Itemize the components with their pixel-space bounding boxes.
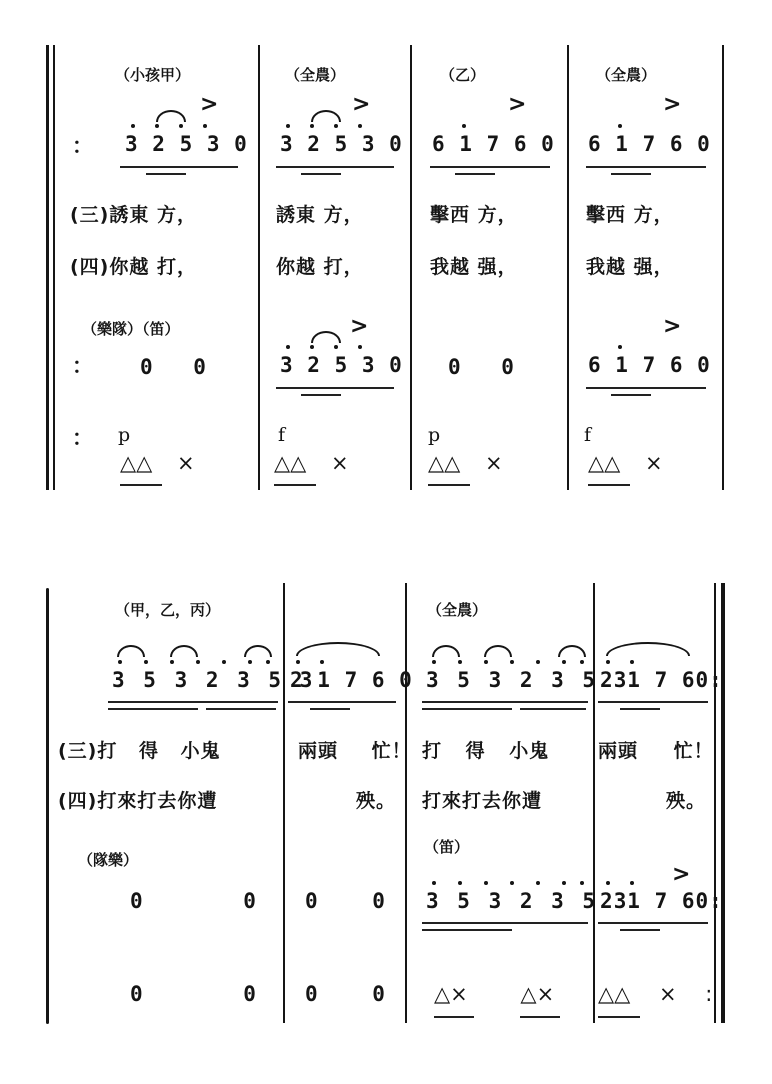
lyric-verse-3: (三)誘東 方， — [70, 204, 197, 226]
duration-underline — [520, 708, 586, 710]
instrument-notes: 2 1 7 60: — [600, 889, 723, 913]
slur — [170, 645, 198, 657]
high-octave-dot — [580, 660, 584, 664]
duration-underline — [422, 929, 512, 931]
barline — [567, 45, 569, 490]
duration-underline — [520, 1016, 560, 1018]
high-octave-dot — [196, 660, 200, 664]
high-octave-dot — [536, 660, 540, 664]
duration-underline — [586, 166, 706, 168]
high-octave-dot — [432, 881, 436, 885]
slur — [484, 645, 512, 657]
duration-underline — [620, 708, 660, 710]
system2-brace — [46, 588, 49, 1024]
dynamic-mark: f — [278, 424, 286, 446]
slur — [117, 645, 145, 657]
lyric-verse-4: (四)打來打去你遭 — [58, 790, 218, 812]
dynamic-mark: f — [584, 424, 592, 446]
duration-underline — [598, 1016, 640, 1018]
slur — [296, 642, 380, 656]
duration-underline — [146, 173, 186, 175]
slur — [432, 645, 460, 657]
duration-underline — [274, 484, 316, 486]
duration-underline — [108, 701, 278, 703]
high-octave-dot — [358, 345, 362, 349]
high-octave-dot — [203, 124, 207, 128]
duration-underline — [288, 701, 396, 703]
high-octave-dot — [320, 660, 324, 664]
duration-underline — [301, 394, 341, 396]
duration-underline — [120, 484, 162, 486]
system1-double-barline-thick — [46, 45, 49, 490]
system1-double-barline-thin — [53, 45, 55, 490]
duration-underline — [206, 708, 276, 710]
high-octave-dot — [358, 124, 362, 128]
dynamic-mark: p — [428, 424, 441, 446]
duration-underline — [422, 701, 588, 703]
duration-underline — [276, 166, 394, 168]
percussion-pattern: △△ × — [428, 451, 503, 475]
percussion-pattern: △△ × — [588, 451, 663, 475]
high-octave-dot — [266, 660, 270, 664]
lyric-verse-3: 擊西 方， — [586, 204, 674, 226]
dynamic-mark: p — [118, 424, 131, 446]
lyric-verse-4: 你越 打， — [276, 256, 364, 278]
barline — [405, 583, 407, 1023]
high-octave-dot — [618, 345, 622, 349]
lyric-verse-3: 打 得 小鬼 — [422, 740, 550, 762]
high-octave-dot — [310, 124, 314, 128]
part-label: （全農） — [596, 66, 657, 84]
high-octave-dot — [334, 124, 338, 128]
instrument-label: （隊樂） — [78, 851, 139, 869]
duration-underline — [586, 387, 706, 389]
repeat-colon: ： — [72, 134, 94, 158]
barline — [410, 45, 412, 490]
duration-underline — [108, 708, 198, 710]
duration-underline — [120, 166, 238, 168]
high-octave-dot — [118, 660, 122, 664]
percussion-pattern: △△ × — [274, 451, 349, 475]
instrument-notes: 3 5 3 2 3 5 3 — [426, 889, 630, 913]
high-octave-dot — [630, 660, 634, 664]
percussion-rests: 0 0 — [305, 982, 386, 1006]
high-octave-dot — [334, 345, 338, 349]
duration-underline — [422, 708, 512, 710]
instrument-rests: 0 0 — [305, 889, 386, 913]
final-barline-thick — [721, 583, 725, 1023]
melody-notes: 6 1 7 6 0 — [432, 132, 555, 156]
duration-underline — [428, 484, 470, 486]
lyric-verse-3: 擊西 方， — [430, 204, 518, 226]
duration-underline — [422, 922, 588, 924]
high-octave-dot — [296, 660, 300, 664]
lyric-verse-3: (三)打 得 小鬼 — [58, 740, 221, 762]
accent-mark: > — [350, 314, 369, 339]
lyric-verse-4: (四)你越 打， — [70, 256, 197, 278]
high-octave-dot — [510, 660, 514, 664]
slur — [311, 110, 341, 122]
lyric-verse-4: 殃。 — [666, 790, 707, 812]
duration-underline — [301, 173, 341, 175]
duration-underline — [598, 701, 708, 703]
duration-underline — [276, 387, 394, 389]
part-label: （全農） — [427, 601, 488, 619]
melody-notes: 3 2 5 3 0 — [125, 132, 248, 156]
high-octave-dot — [606, 881, 610, 885]
lyric-verse-4: 殃。 — [356, 790, 397, 812]
lyric-verse-3: 兩頭 忙！ — [298, 740, 412, 762]
high-octave-dot — [618, 124, 622, 128]
accent-mark: > — [508, 92, 527, 117]
barline — [258, 45, 260, 490]
melody-notes: 2 1 7 60: — [600, 668, 723, 692]
high-octave-dot — [484, 660, 488, 664]
duration-underline — [430, 166, 550, 168]
accent-mark: > — [200, 92, 219, 117]
duration-underline — [620, 929, 660, 931]
percussion-pattern: △△ × — [120, 451, 195, 475]
instrument-notes: 3 2 5 3 0 — [280, 353, 403, 377]
high-octave-dot — [458, 660, 462, 664]
melody-notes: 3 5 3 2 3 5 3 — [112, 668, 316, 692]
duration-underline — [588, 484, 630, 486]
instrument-notes: 6 1 7 6 0 — [588, 353, 711, 377]
high-octave-dot — [562, 881, 566, 885]
accent-mark: > — [663, 314, 682, 339]
slur — [244, 645, 272, 657]
lyric-verse-4: 打來打去你遭 — [422, 790, 543, 812]
instrument-rests: 0 0 — [130, 889, 257, 913]
percussion-pattern: △× △× — [434, 982, 555, 1006]
instrument-label: （樂隊）（笛） — [82, 320, 180, 338]
accent-mark: > — [672, 862, 691, 887]
duration-underline — [455, 173, 495, 175]
melody-notes: 6 1 7 6 0 — [588, 132, 711, 156]
repeat-colon: ： — [72, 426, 94, 450]
high-octave-dot — [606, 660, 610, 664]
high-octave-dot — [222, 660, 226, 664]
high-octave-dot — [170, 660, 174, 664]
high-octave-dot — [562, 660, 566, 664]
percussion-pattern: △△ × : — [598, 982, 713, 1006]
high-octave-dot — [580, 881, 584, 885]
duration-underline — [611, 173, 651, 175]
part-label: （全農） — [285, 66, 346, 84]
part-label: （小孩甲） — [115, 66, 191, 84]
slur — [156, 110, 186, 122]
high-octave-dot — [155, 124, 159, 128]
lyric-verse-3: 誘東 方， — [276, 204, 364, 226]
high-octave-dot — [432, 660, 436, 664]
high-octave-dot — [310, 345, 314, 349]
instrument-label: （笛） — [424, 838, 470, 856]
part-label: （甲，乙，丙） — [115, 601, 221, 619]
melody-notes: 2 1 7 6 0 — [290, 668, 413, 692]
slur — [311, 331, 341, 343]
slur — [606, 642, 690, 656]
accent-mark: > — [663, 92, 682, 117]
high-octave-dot — [630, 881, 634, 885]
high-octave-dot — [484, 881, 488, 885]
barline — [722, 45, 724, 490]
final-barline-thin — [714, 583, 716, 1023]
high-octave-dot — [510, 881, 514, 885]
instrument-rests: 0 0 — [448, 355, 515, 379]
repeat-colon: ： — [72, 354, 94, 378]
high-octave-dot — [536, 881, 540, 885]
lyric-verse-4: 我越 强， — [430, 256, 518, 278]
slur — [558, 645, 586, 657]
high-octave-dot — [144, 660, 148, 664]
percussion-rests: 0 0 — [130, 982, 257, 1006]
duration-underline — [611, 394, 651, 396]
high-octave-dot — [286, 345, 290, 349]
high-octave-dot — [286, 124, 290, 128]
melody-notes: 3 2 5 3 0 — [280, 132, 403, 156]
duration-underline — [434, 1016, 474, 1018]
duration-underline — [598, 922, 708, 924]
high-octave-dot — [248, 660, 252, 664]
lyric-verse-4: 我越 强， — [586, 256, 674, 278]
melody-notes: 3 5 3 2 3 5 3 — [426, 668, 630, 692]
accent-mark: > — [352, 92, 371, 117]
part-label: （乙） — [440, 66, 486, 84]
high-octave-dot — [131, 124, 135, 128]
lyric-verse-3: 兩頭 忙！ — [598, 740, 714, 762]
barline — [283, 583, 285, 1023]
barline — [593, 583, 595, 1023]
instrument-rests: 0 0 — [140, 355, 207, 379]
high-octave-dot — [458, 881, 462, 885]
high-octave-dot — [179, 124, 183, 128]
duration-underline — [310, 708, 350, 710]
high-octave-dot — [462, 124, 466, 128]
